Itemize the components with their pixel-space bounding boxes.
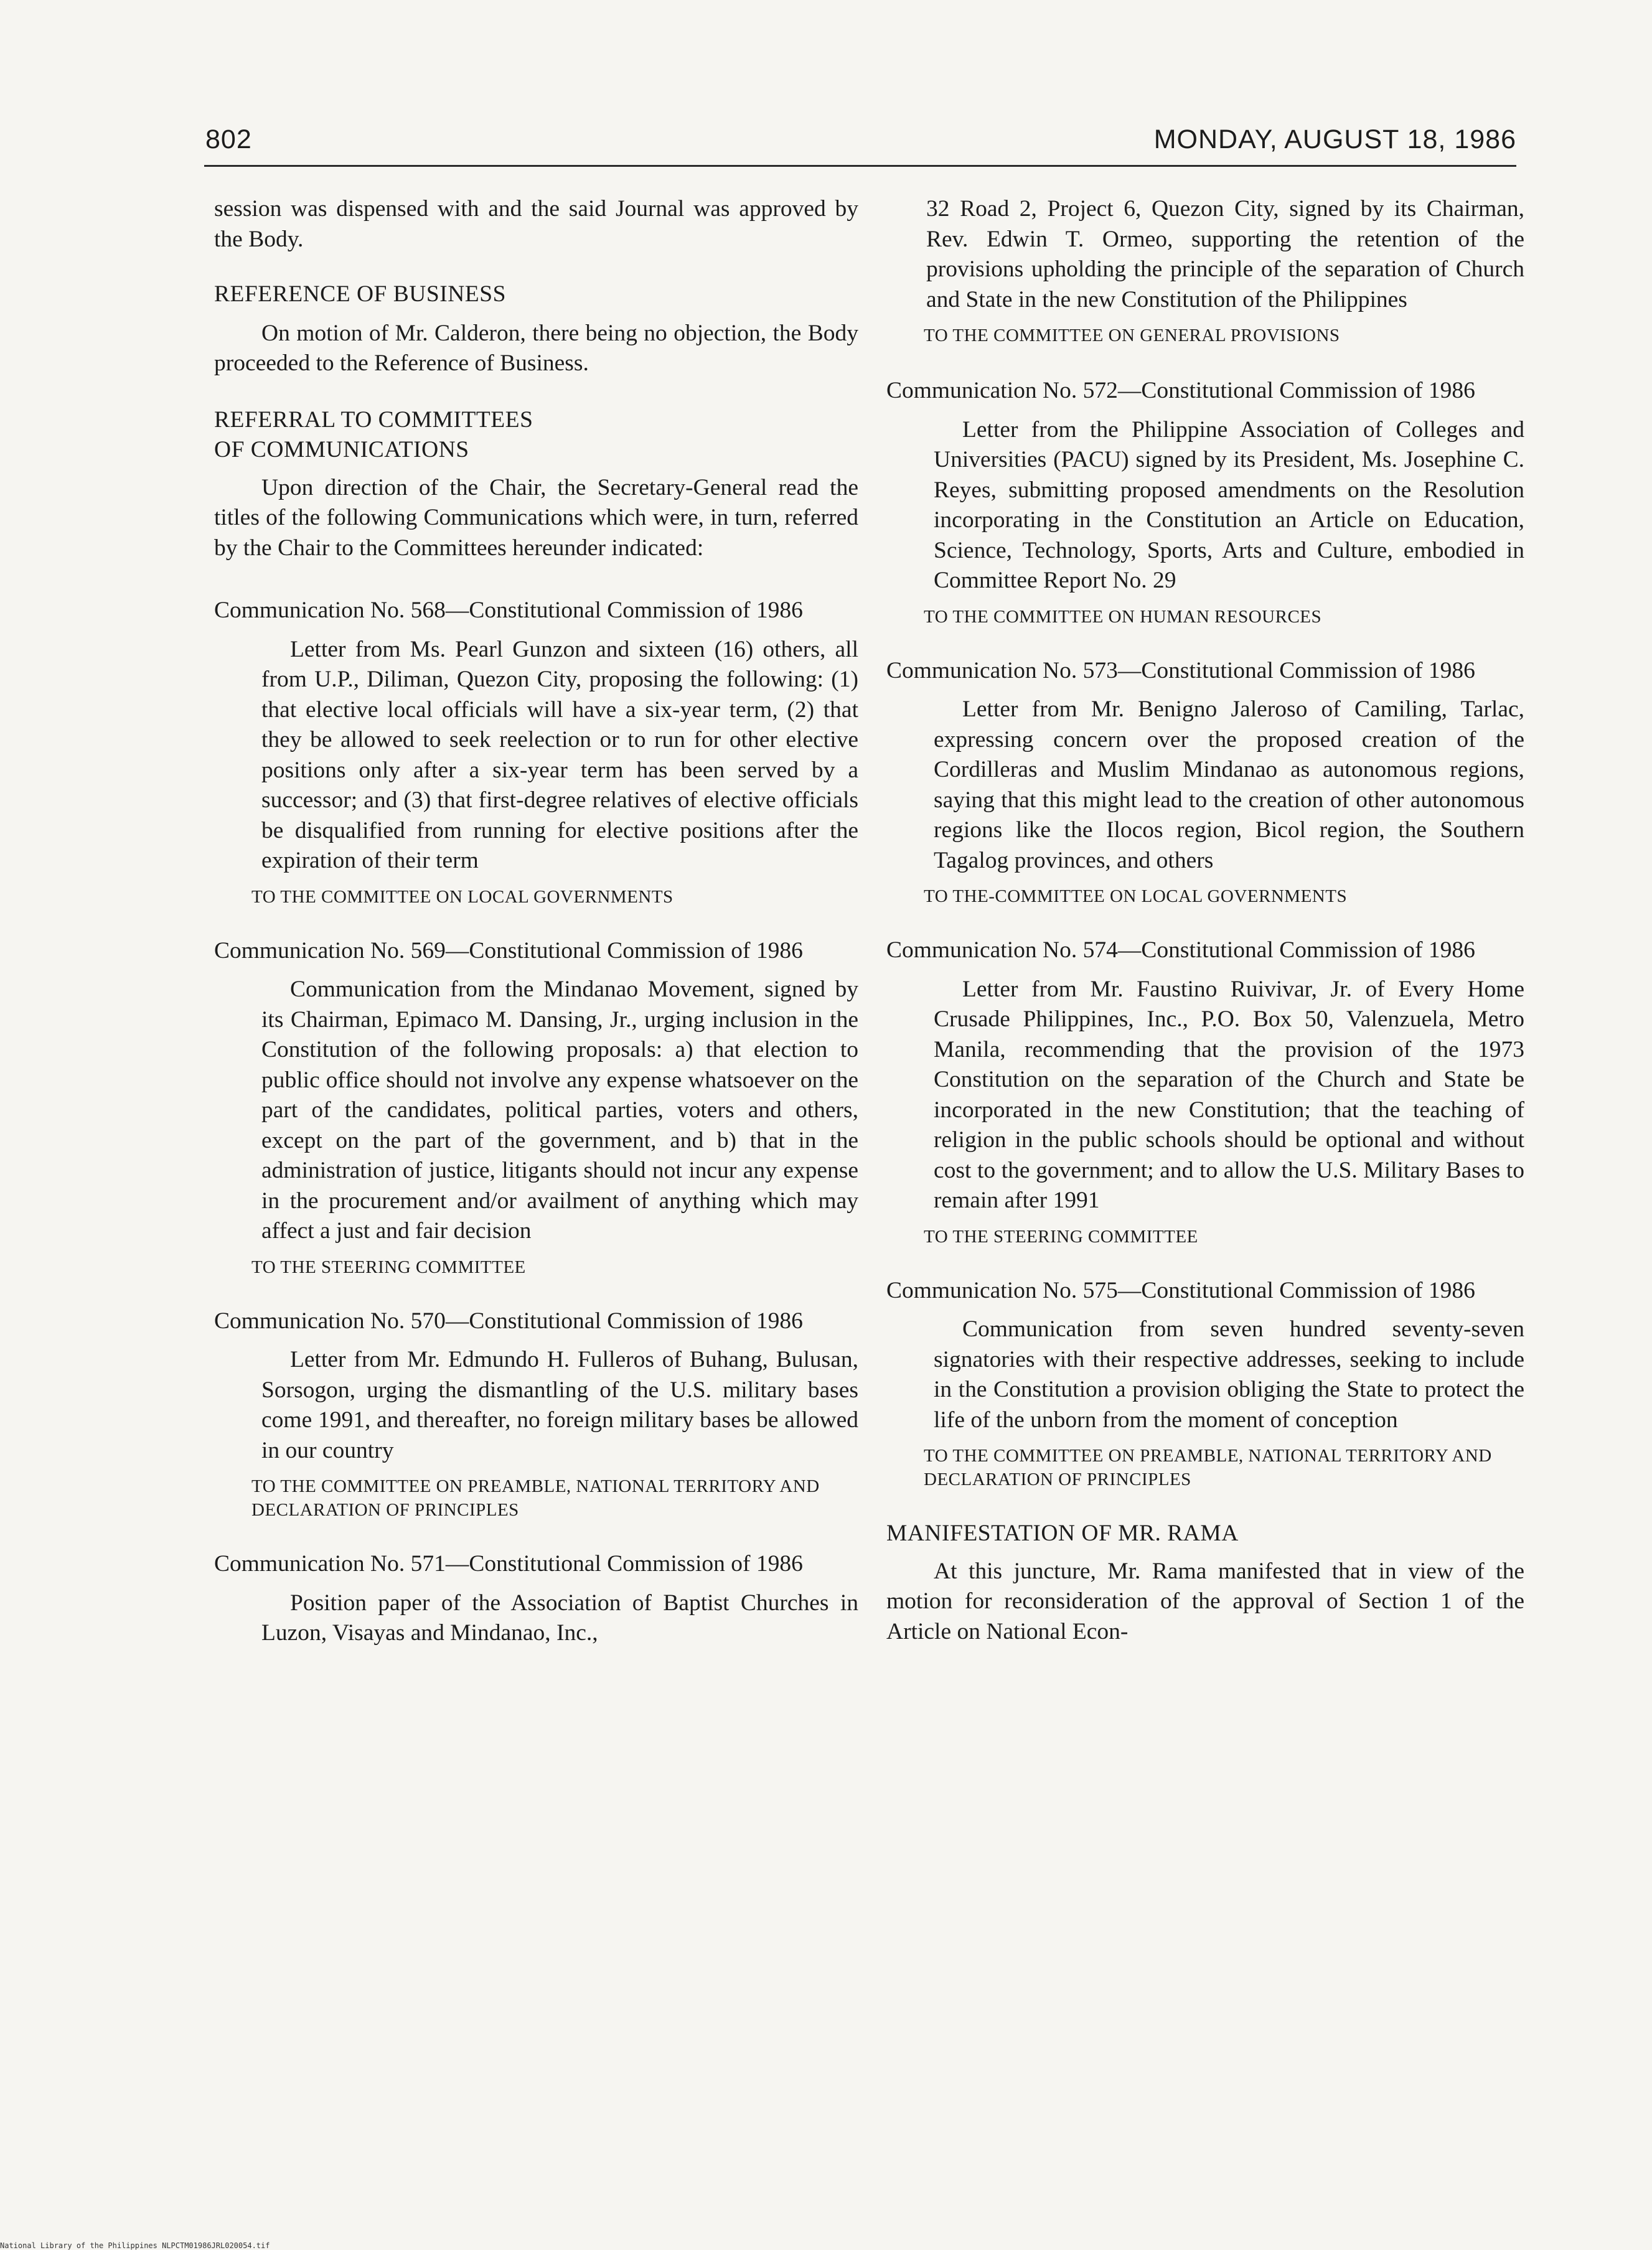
communication-title: Communication No. 570—Constitutional Commission of 1986 [214,1308,803,1334]
communication-571 [214,1549,858,1649]
referral-paragraph: Upon direction of the Chair, the Secretary-General read the titles of the following Communications which were, in turn, referred by the Chair to the Committees hereunder indicated: [214,474,858,561]
communication-title: Communication No. 573—Constitutional Commission of 1986 [886,657,1475,683]
communication-title: Communication No. 569—Constitutional Commission of 1986 [214,937,803,963]
communication-572 [886,376,1524,629]
communication-title: Communication No. 575—Constitutional Commission of 1986 [886,1277,1475,1303]
reference-paragraph: On motion of Mr. Calderon, there being no objection, the Body proceeded to the Reference of Business. [214,320,858,376]
communication-body: Position paper of the Association of Baptist Churches in Luzon, Visayas and Mindanao, Inc., [261,1590,858,1646]
manifestation-heading: MANIFESTATION OF MR. RAMA [886,1521,1239,1546]
manifestation-paragraph: At this juncture, Mr. Rama manifested that in view of the motion for reconsideration of the approval of Section 1 of the Article on National Econ- [886,1558,1524,1644]
communication-569 [214,936,858,1279]
header-rule [204,165,1516,167]
communication-title: Communication No. 574—Constitutional Commission of 1986 [886,937,1475,963]
page-date: MONDAY, AUGUST 18, 1986 [1153,124,1516,154]
archive-footer: National Library of the Philippines NLPCTM01986JRL020054.tif [0,2241,270,2250]
referral-heading-line1: REFERRAL TO COMMITTEES [214,406,533,433]
communication-referral: TO THE STEERING COMMITTEE [924,1226,1198,1247]
communication-title: Communication No. 568—Constitutional Commission of 1986 [214,598,803,623]
communication-referral: TO THE COMMITTEE ON LOCAL GOVERNMENTS [251,886,673,907]
referral-heading-line2: OF COMMUNICATIONS [214,437,469,462]
communication-573 [886,656,1524,909]
continuation-paragraph: 32 Road 2, Project 6, Quezon City, signed by its Chairman, Rev. Edwin T. Ormeo, supporting the retention of the provisions upholding the principle of the separation of Church and State in the new Constitution of the Philippines [926,196,1524,312]
communication-575 [886,1276,1524,1492]
page-number: 802 [205,124,252,154]
intro-paragraph: session was dispensed with and the said Journal was approved by the Body. [214,196,858,252]
left-column [214,194,858,1649]
reference-heading: REFERENCE OF BUSINESS [214,281,506,307]
communication-referral: TO THE COMMITTEE ON PREAMBLE, NATIONAL TERRITORY AND DECLARATION OF PRINCIPLES [924,1446,1492,1489]
communication-referral: TO THE COMMITTEE ON HUMAN RESOURCES [924,606,1322,627]
continuation-referral: TO THE COMMITTEE ON GENERAL PROVISIONS [924,326,1340,345]
communication-574 [886,935,1524,1249]
communication-body: Letter from Ms. Pearl Gunzon and sixteen (16) others, all from U.P., Diliman, Quezon City, proposing the following: (1) that elective local officials will have a six-year term, (2) that they be allowed to seek reelection or to run for other elective positions only after a six-year term has been served by a successor; and (3) that first-degree relatives of elective officials be disqualified from running for elective positions after the expiration of their term [261,636,858,873]
communication-referral: TO THE-COMMITTEE ON LOCAL GOVERNMENTS [924,886,1348,906]
communication-body: Communication from seven hundred seventy-seven signatories with their respective addresses, seeking to include in the Constitution a provision obliging the State to protect the life of the unborn from the moment of conception [934,1316,1524,1433]
right-column [886,194,1524,1647]
communication-body: Communication from the Mindanao Movement, signed by its Chairman, Epimaco M. Dansing, Jr., urging inclusion in the Constitution of the following proposals: a) that election to public office should not involve any expense whatsoever on the part of the candidates, political parties, voters and others, except on the part of the government, and b) that in the administration of justice, litigants should not incur any expense in the procurement and/or availment of anything which may affect a just and fair decision [261,977,858,1244]
communication-body: Letter from Mr. Edmundo H. Fulleros of Buhang, Bulusan, Sorsogon, urging the dismantling of the U.S. military bases come 1991, and thereafter, no foreign military bases be allowed in our country [261,1347,858,1463]
communication-body: Letter from Mr. Faustino Ruivivar, Jr. of Every Home Crusade Philippines, Inc., P.O. Box 50, Valenzuela, Metro Manila, recommending that the provision of the 1973 Constitution on the separation of the Church and State be incorporated in the new Constitution; that the teaching of religion in the public schools should be optional and without cost to the government; and to allow the U.S. Military Bases to remain after 1991 [934,976,1524,1213]
communication-referral: TO THE COMMITTEE ON PREAMBLE, NATIONAL TERRITORY AND DECLARATION OF PRINCIPLES [251,1476,820,1520]
communication-title: Communication No. 571—Constitutional Commission of 1986 [214,1551,803,1577]
communication-body: Letter from the Philippine Association of Colleges and Universities (PACU) signed by its President, Ms. Josephine C. Reyes, submitting proposed amendments on the Resolution incorporating in the Constitution an Article on Education, Science, Technology, Sports, Arts and Culture, embodied in Committee Report No. 29 [934,416,1524,593]
communication-568 [214,596,858,909]
communication-body: Letter from Mr. Benigno Jaleroso of Camiling, Tarlac, expressing concern over the proposed creation of the Cordilleras and Muslim Mindanao as autonomous regions, saying that this might lead to the creation of other autonomous regions like the Ilocos region, Bicol region, the Southern Tagalog provinces, and others [934,696,1524,873]
communication-570 [214,1306,858,1522]
communication-referral: TO THE STEERING COMMITTEE [251,1257,526,1277]
communication-title: Communication No. 572—Constitutional Commission of 1986 [886,378,1475,403]
